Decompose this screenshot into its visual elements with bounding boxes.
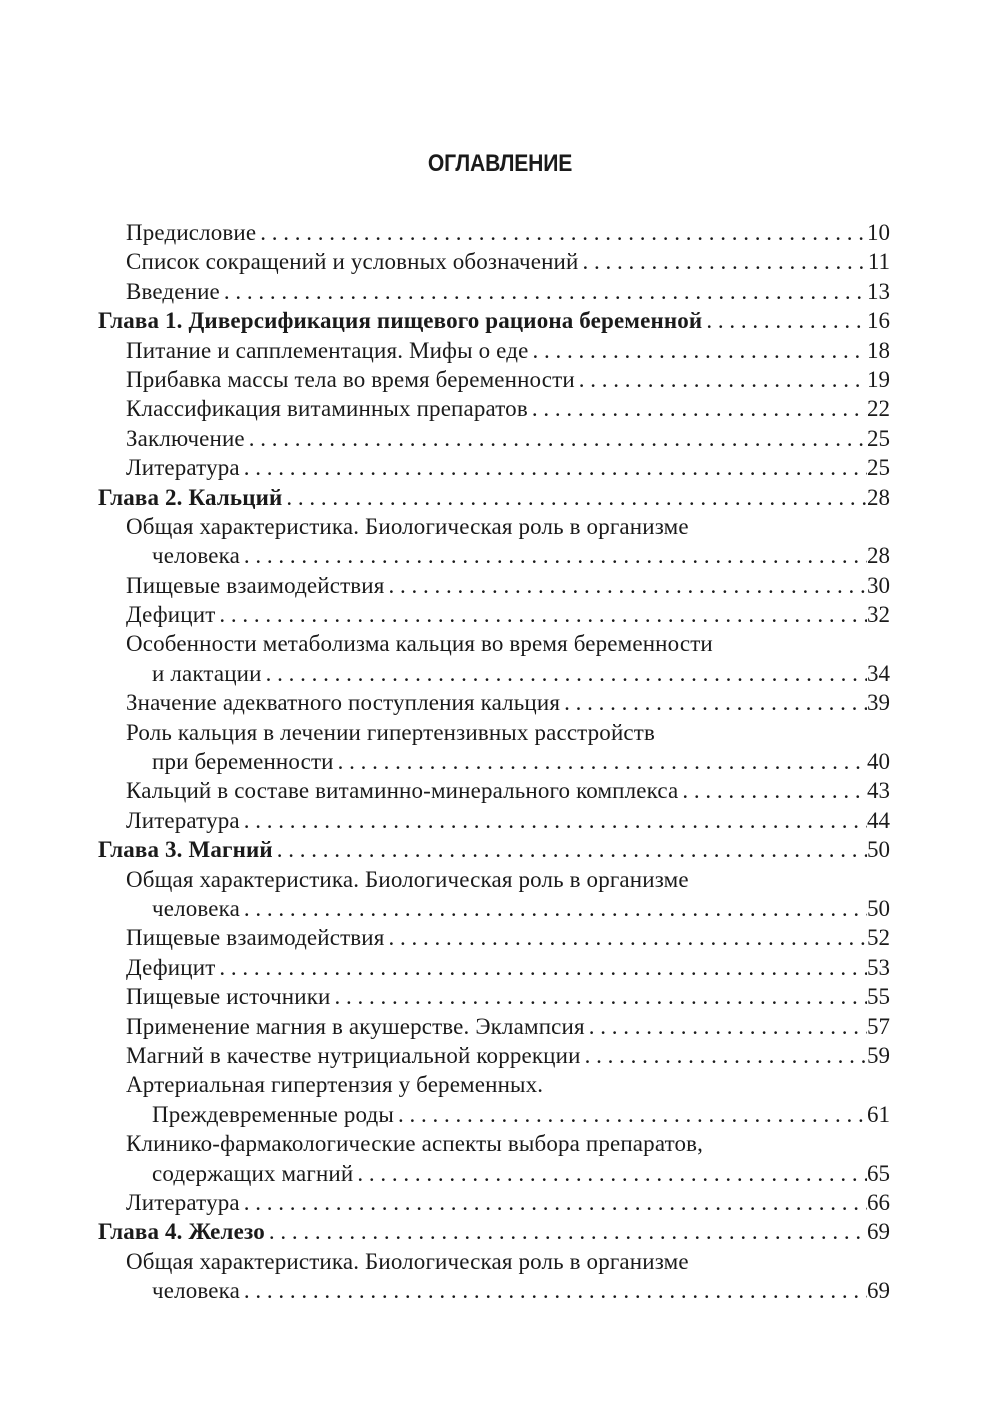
toc-page-number: 50 — [867, 895, 890, 921]
dot-leader — [262, 659, 867, 688]
toc-chapter-entry[interactable] — [98, 1217, 890, 1246]
toc-entry[interactable] — [98, 600, 890, 629]
toc-entry[interactable] — [98, 394, 890, 423]
dot-leader — [245, 424, 867, 453]
toc-entry[interactable] — [98, 1276, 890, 1305]
toc-entry-title: Дефицит — [126, 954, 216, 980]
toc-entry[interactable] — [98, 571, 890, 600]
toc-entry[interactable] — [98, 1100, 890, 1129]
dot-leader — [265, 1217, 867, 1246]
toc-entry-title: Дефицит — [126, 602, 216, 628]
dot-leader — [702, 306, 867, 335]
toc-entry[interactable] — [98, 747, 890, 776]
toc-entry[interactable] — [98, 277, 890, 306]
toc-entry-title: Пищевые взаимодействия — [126, 925, 385, 951]
toc-entry[interactable] — [98, 1041, 890, 1070]
toc-page-number: 25 — [867, 425, 890, 451]
toc-entry-title: при беременности — [152, 749, 334, 775]
dot-leader — [331, 982, 868, 1011]
toc-page-number: 18 — [867, 337, 890, 363]
dot-leader — [528, 394, 867, 423]
toc-entry-title: Пищевые источники — [126, 984, 331, 1010]
toc-entry[interactable] — [98, 365, 890, 394]
toc-entry-title: Глава 1. Диверсификация пищевого рациона беременной — [98, 308, 703, 334]
toc-page-number: 61 — [867, 1101, 890, 1127]
toc-chapter-entry[interactable] — [98, 306, 890, 335]
toc-page-number: 53 — [867, 954, 890, 980]
toc-entry[interactable] — [98, 424, 890, 453]
toc-page-number: 39 — [867, 690, 890, 716]
toc-entry[interactable] — [98, 1159, 890, 1188]
dot-leader — [273, 835, 867, 864]
dot-leader — [215, 953, 867, 982]
toc-entry-title: Глава 3. Магний — [98, 837, 273, 863]
dot-leader — [528, 336, 867, 365]
toc-page-number: 40 — [867, 749, 890, 775]
toc-entry-title: Общая характеристика. Биологическая роль в организме — [126, 866, 689, 892]
toc-entry-title: Литература — [126, 455, 240, 481]
toc-page-number: 22 — [867, 396, 890, 422]
toc-entry-title: Особенности метаболизма кальция во время беременности — [126, 631, 713, 657]
toc-entry-title: Артериальная гипертензия у беременных. — [126, 1072, 544, 1098]
toc-entry-title: человека — [152, 543, 240, 569]
toc-entry[interactable] — [98, 982, 890, 1011]
toc-page-number: 66 — [867, 1189, 890, 1215]
toc-entry-title: Прибавка массы тела во время беременности — [126, 366, 575, 392]
toc-entry[interactable] — [98, 865, 890, 894]
toc-chapter-entry[interactable] — [98, 483, 890, 512]
toc-entry-title: Глава 2. Кальций — [98, 484, 283, 510]
toc-entry-title: Клинико-фармакологические аспекты выбора препаратов, — [126, 1131, 704, 1157]
toc-page-number: 28 — [867, 543, 890, 569]
page-title: ОГЛАВЛЕНИЕ — [427, 150, 573, 177]
dot-leader — [240, 1276, 867, 1305]
toc-page-number: 11 — [867, 249, 890, 275]
dot-leader — [560, 688, 867, 717]
toc-entry-title: Глава 4. Железо — [98, 1219, 265, 1245]
toc-page-number: 30 — [867, 572, 890, 598]
toc-page-number: 44 — [867, 807, 890, 833]
dot-leader — [385, 923, 868, 952]
toc-entry-title: Применение магния в акушерстве. Эклампсия — [126, 1013, 585, 1039]
toc-page-number: 55 — [867, 984, 890, 1010]
toc-chapter-entry[interactable] — [98, 835, 890, 864]
toc-entry-title: человека — [152, 1278, 240, 1304]
toc-page-number: 32 — [867, 602, 890, 628]
toc-entry-title: Пищевые взаимодействия — [126, 572, 385, 598]
dot-leader — [678, 776, 867, 805]
toc-entry-title: Значение адекватного поступления кальция — [126, 690, 561, 716]
toc-entry-title: человека — [152, 895, 240, 921]
dot-leader — [353, 1159, 867, 1188]
dot-leader — [385, 571, 868, 600]
toc-page-number: 65 — [867, 1160, 890, 1186]
toc-page-number: 52 — [867, 925, 890, 951]
table-of-contents — [98, 218, 890, 1305]
dot-leader — [334, 747, 867, 776]
toc-entry[interactable] — [98, 1188, 890, 1217]
toc-entry-title: Магний в качестве нутрициальной коррекции — [126, 1042, 581, 1068]
dot-leader — [240, 1188, 867, 1217]
dot-leader — [578, 247, 867, 276]
toc-entry-title: Общая характеристика. Биологическая роль в организме — [126, 1248, 689, 1274]
toc-entry-title: Заключение — [126, 425, 245, 451]
toc-page-number: 34 — [867, 660, 890, 686]
toc-entry-title: Классификация витаминных препаратов — [126, 396, 528, 422]
toc-entry[interactable] — [98, 336, 890, 365]
dot-leader — [585, 1012, 867, 1041]
toc-entry[interactable] — [98, 688, 890, 717]
toc-entry-title: Общая характеристика. Биологическая роль в организме — [126, 513, 689, 539]
dot-leader — [581, 1041, 867, 1070]
toc-entry[interactable] — [98, 953, 890, 982]
toc-entry-title: Введение — [126, 278, 220, 304]
toc-page-number: 69 — [867, 1219, 890, 1245]
toc-entry[interactable] — [98, 1070, 890, 1099]
dot-leader — [575, 365, 867, 394]
toc-page-number: 59 — [867, 1042, 890, 1068]
toc-entry[interactable] — [98, 247, 890, 276]
toc-entry[interactable] — [98, 659, 890, 688]
toc-entry[interactable] — [98, 718, 890, 747]
toc-page-number: 69 — [867, 1278, 890, 1304]
dot-leader — [256, 218, 867, 247]
toc-entry[interactable] — [98, 1012, 890, 1041]
toc-entry-title: и лактации — [152, 660, 262, 686]
dot-leader — [240, 453, 867, 482]
toc-entry[interactable] — [98, 894, 890, 923]
toc-entry-title: Кальций в составе витаминно-минерального комплекса — [126, 778, 679, 804]
toc-entry[interactable] — [98, 806, 890, 835]
dot-leader — [240, 806, 867, 835]
toc-page-number: 19 — [867, 366, 890, 392]
toc-entry-title: Литература — [126, 807, 240, 833]
dot-leader — [220, 277, 867, 306]
toc-page-number: 57 — [867, 1013, 890, 1039]
toc-entry[interactable] — [98, 541, 890, 570]
toc-entry[interactable] — [98, 1247, 890, 1276]
toc-page-number: 25 — [867, 455, 890, 481]
toc-entry-title: Литература — [126, 1189, 240, 1215]
toc-entry-title: Список сокращений и условных обозначений — [126, 249, 579, 275]
toc-page-number: 16 — [867, 308, 890, 334]
dot-leader — [215, 600, 867, 629]
dot-leader — [282, 483, 867, 512]
toc-page-number: 50 — [867, 837, 890, 863]
dot-leader — [240, 541, 867, 570]
toc-page-number: 13 — [867, 278, 890, 304]
toc-entry-title: Преждевременные роды — [152, 1101, 394, 1127]
toc-entry[interactable] — [98, 629, 890, 658]
dot-leader — [394, 1100, 867, 1129]
dot-leader — [240, 894, 867, 923]
toc-entry-title: Предисловие — [126, 220, 257, 245]
toc-entry-title: Роль кальция в лечении гипертензивных расстройств — [126, 719, 655, 745]
toc-entry[interactable] — [98, 218, 890, 247]
toc-entry[interactable] — [98, 923, 890, 952]
toc-entry[interactable] — [98, 776, 890, 805]
toc-entry[interactable] — [98, 1129, 890, 1158]
toc-page-number: 43 — [867, 778, 890, 804]
toc-page-number: 10 — [867, 220, 890, 245]
toc-entry-title: содержащих магний — [152, 1160, 354, 1186]
toc-page-number: 28 — [867, 484, 890, 510]
toc-entry-title: Питание и сапплементация. Мифы о еде — [126, 337, 529, 363]
toc-entry[interactable] — [98, 512, 890, 541]
toc-entry[interactable] — [98, 453, 890, 482]
